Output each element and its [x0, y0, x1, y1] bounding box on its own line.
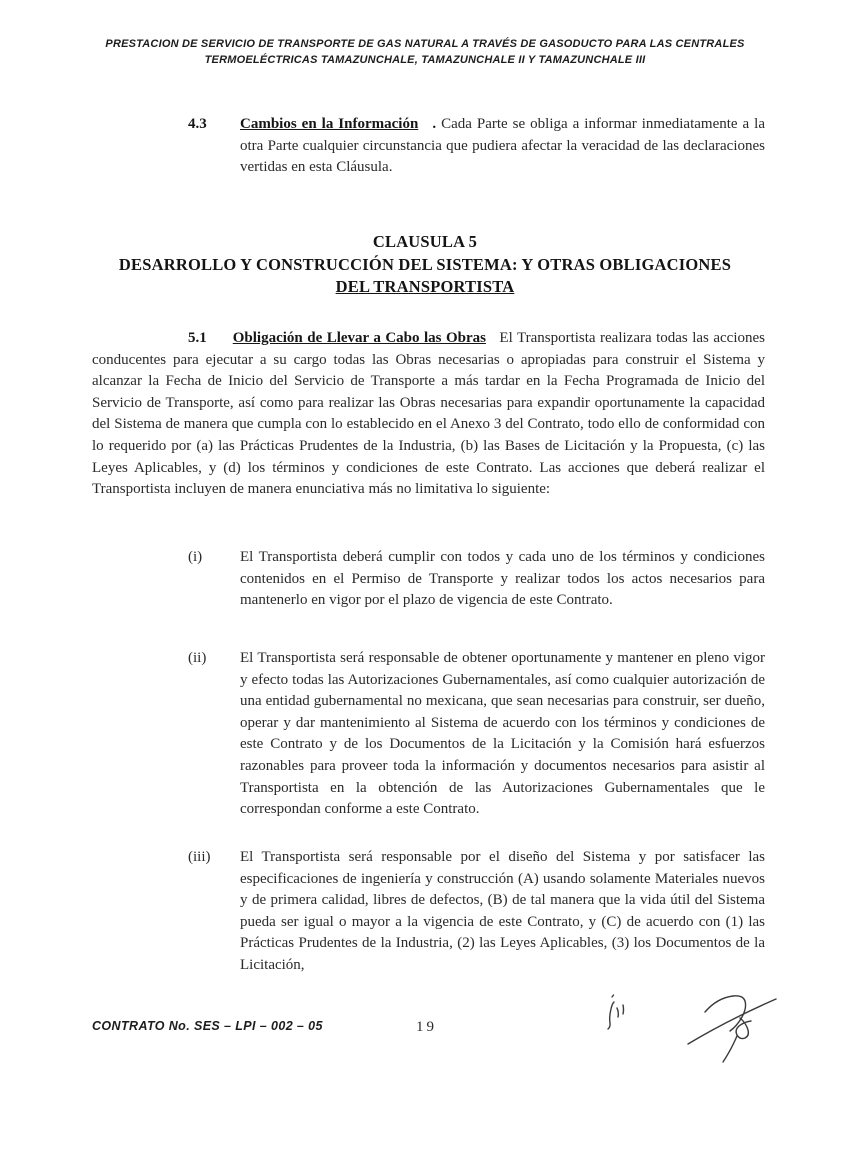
handwritten-signature-large	[683, 982, 783, 1072]
list-item-i-text: El Transportista deberá cumplir con todos y cada uno de los términos y condiciones contenidos en el Permiso de Transporte y realizar todos los actos necesarios para mantenerlo en vigor por el plazo de vigencia de este Contrato.	[240, 549, 765, 609]
section-4-3-number: 4.3	[188, 116, 207, 132]
footer-contract-number: CONTRATO No. SES – LPI – 002 – 05	[92, 1019, 323, 1033]
list-item-iii-label: (iii)	[188, 849, 211, 865]
page-number: 19	[416, 1019, 437, 1035]
section-4-3-title: Cambios en la Información	[240, 116, 419, 132]
list-item-ii-text: El Transportista será responsable de obtener oportunamente y mantener en pleno vigor y efecto todas las Autorizaciones Gubernamentales, así como cualquier autorización de una entidad gubernamental no mexicana, que sean necesarias para construir, ser dueño, operar y dar mantenimiento al Sistema de acuerdo con los términos y condiciones de este Contrato y de los Documentos de la Licitación y la Comisión hará esfuerzos razonables para proveer toda la información y documentos necesarios para asistir al Transportista en la obtención de las Autorizaciones Gubernamentales que le correspondan conforme a este Contrato.	[240, 650, 765, 818]
section-4-3-title-period: .	[432, 116, 437, 132]
clause-5-heading-line1: CLAUSULA 5	[372, 232, 478, 251]
section-5-1	[92, 328, 765, 501]
list-item-i	[188, 547, 765, 612]
list-item-i-label: (i)	[188, 549, 203, 565]
clause-5-heading-line2: DESARROLLO Y CONSTRUCCIÓN DEL SISTEMA: Y OTRAS OBLIGACIONES	[118, 254, 732, 274]
section-4-3-body: Cada Parte se obliga a informar inmediatamente a la otra Parte cualquier circunstancia que pudiera afectar la veracidad de las declaraciones vertidas en esta Cláusula.	[240, 116, 766, 176]
section-4-3	[188, 114, 766, 179]
section-5-1-body: El Transportista realizara todas las acciones conducentes para ejecutar a su cargo todas las Obras necesarias o apropiadas para construir el Sistema y alcanzar la Fecha de Inicio del Servicio de Transporte a más tardar en la Fecha Programada de Inicio del Servicio de Transporte, así como para realizar las Obras necesarias para expandir oportunamente la capacidad del Sistema de manera que cumpla con lo establecido en el Anexo 3 del Contrato, todo ello de conformidad con lo requerido por (a) las Prácticas Prudentes de la Industria, (b) las Bases de Licitación y la Propuesta, (c) las Leyes Aplicables, y (d) los términos y condiciones de este Contrato. Las acciones que deberá realizar el Transportista incluyen de manera enunciativa más no limitativa lo siguiente:	[92, 330, 765, 498]
clause-5-heading	[0, 231, 850, 299]
section-5-1-title: Obligación de Llevar a Cabo las Obras	[232, 330, 486, 346]
list-item-iii	[188, 847, 765, 977]
list-item-iii-text: El Transportista será responsable por el diseño del Sistema y por satisfacer las especificaciones de ingeniería y construcción (A) usando solamente Materiales nuevos y de primera calidad, libres de defectos, (B) de tal manera que la vida útil del Sistema pueda ser igual o mayor a la vigencia de este Contrato, y (C) de acuerdo con (1) las Prácticas Prudentes de la Industria, (2) las Leyes Aplicables, (3) los Documentos de la Licitación,	[240, 849, 765, 973]
list-item-ii-label: (ii)	[188, 650, 207, 666]
clause-5-heading-line3: DEL TRANSPORTISTA	[335, 277, 515, 296]
list-item-ii	[188, 648, 765, 821]
section-5-1-number: 5.1	[188, 330, 207, 346]
handwritten-initial-small	[600, 988, 640, 1043]
document-header: PRESTACION DE SERVICIO DE TRANSPORTE DE GAS NATURAL A TRAVÉS DE GASODUCTO PARA LAS CENTRALES TERMOELÉCTRICAS TAMAZUNCHALE, TAMAZUNCHALE II Y TAMAZUNCHALE III	[105, 38, 745, 66]
